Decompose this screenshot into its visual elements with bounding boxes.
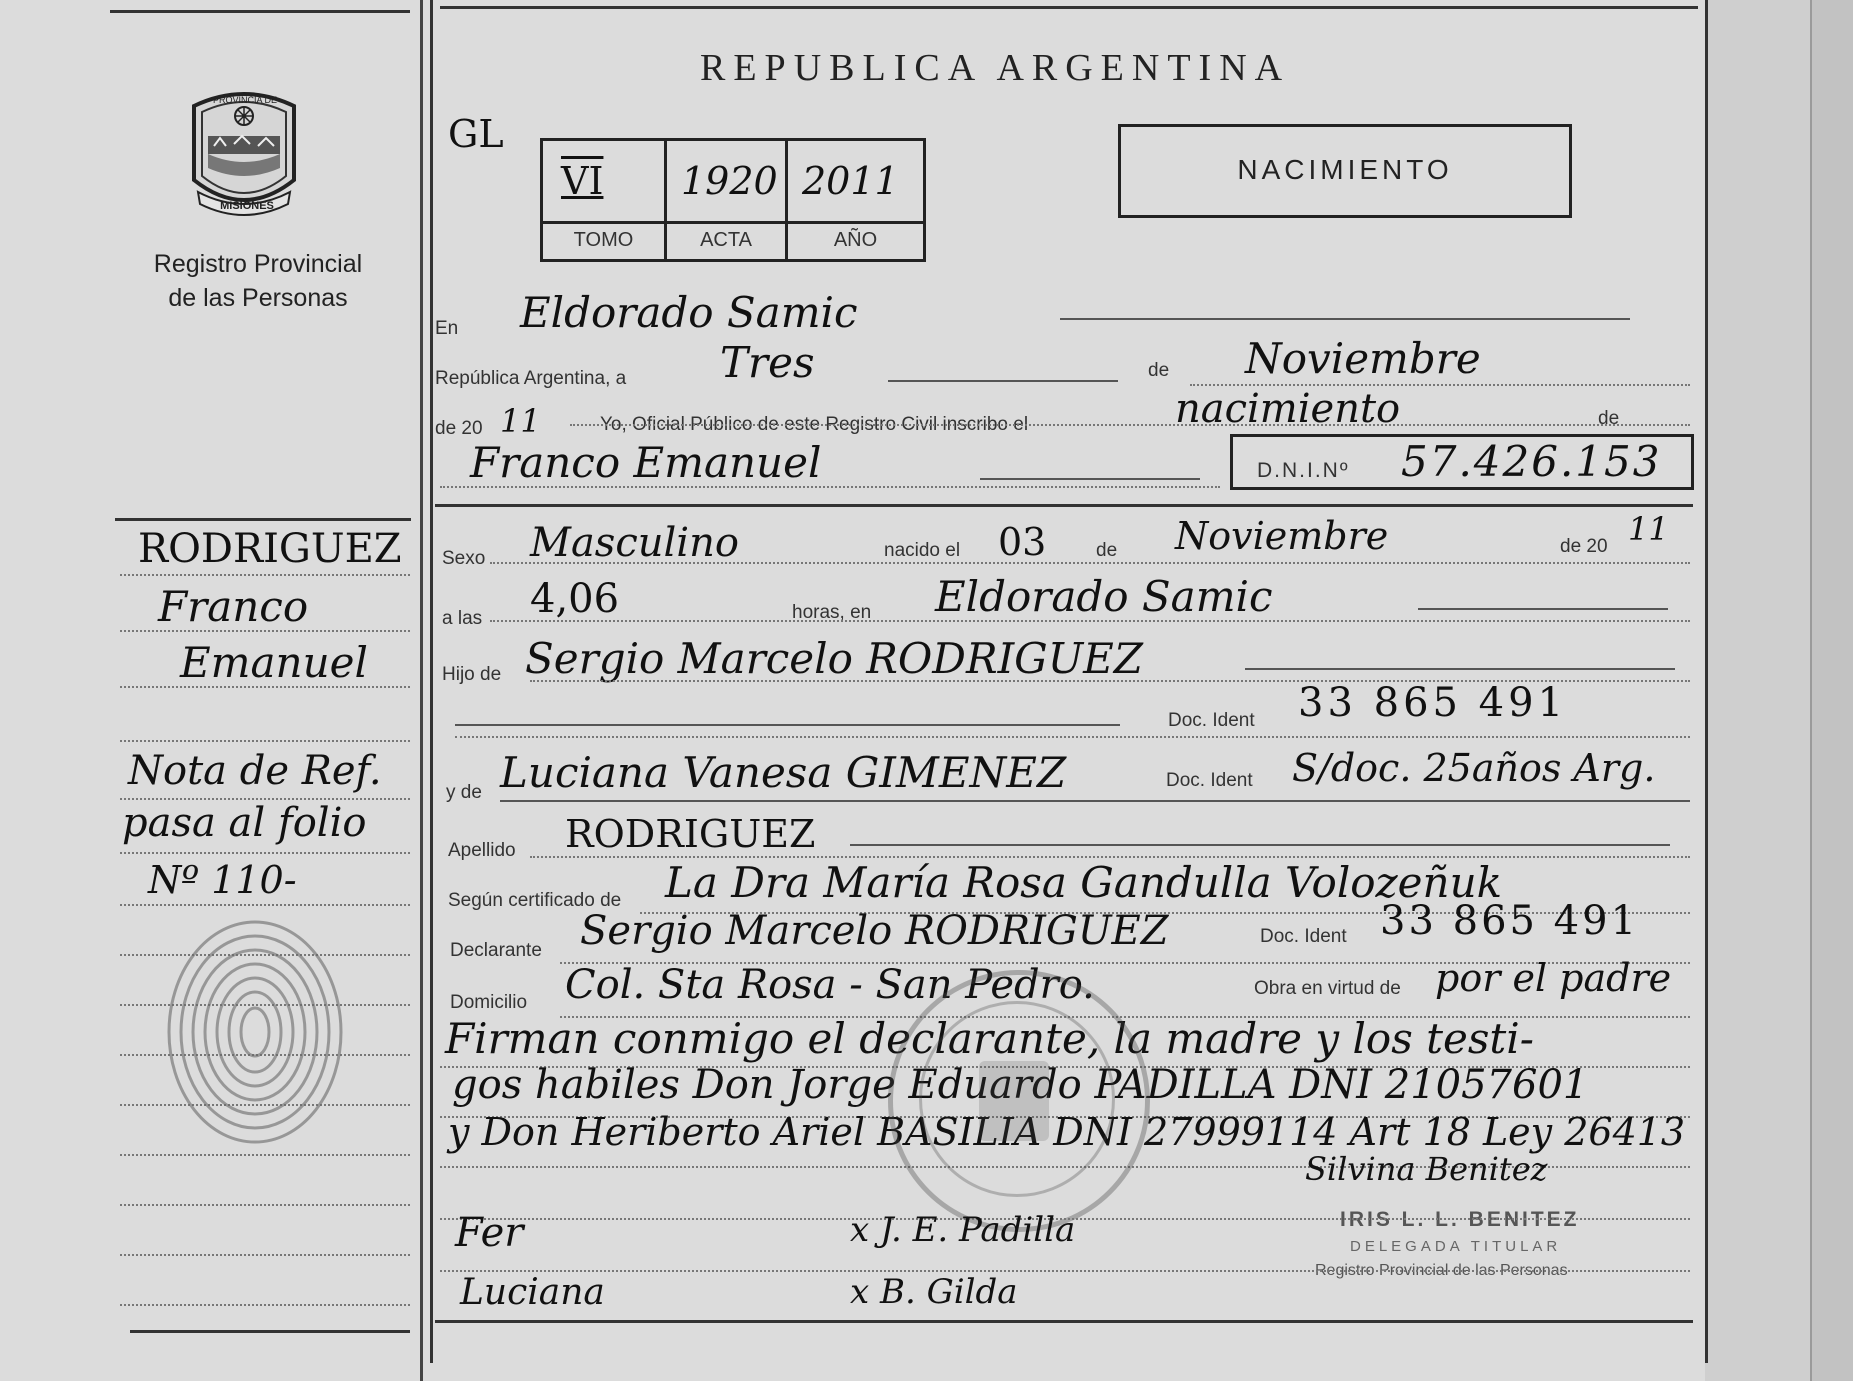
nacido-dia: 03 — [998, 520, 1047, 564]
page-edge-shadow — [1810, 0, 1853, 1381]
institution-line2: de las Personas — [168, 284, 348, 312]
padre-value: Sergio Marcelo RODRIGUEZ — [525, 634, 1143, 683]
madre-value: Luciana Vanesa GIMENEZ — [500, 748, 1067, 797]
texto-line2: gos habiles Don Jorge Eduardo PADILLA DNI 21057601 — [452, 1062, 1589, 1108]
acta-value: 1920 — [681, 159, 778, 203]
anio-inscripcion: 11 — [500, 402, 541, 440]
dni-value: 57.426.153 — [1401, 437, 1662, 486]
dni-box — [1230, 434, 1694, 490]
anio-label: AÑO — [833, 229, 878, 251]
de-label3: de — [1096, 540, 1118, 561]
yde-label: y de — [446, 782, 482, 803]
nacido-label: nacido el — [884, 540, 961, 561]
emblem-text-top: PROVINCIA DE — [212, 95, 277, 105]
doc-label2: Doc. Ident — [1166, 770, 1253, 791]
padre-doc: 33 865 491 — [1298, 680, 1568, 726]
emblem-text-bottom: MISIONES — [220, 200, 274, 212]
acta-label: ACTA — [700, 229, 752, 251]
en-value: Eldorado Samic — [520, 288, 858, 337]
segun-label: Según certificado de — [448, 890, 622, 911]
country-title: REPUBLICA ARGENTINA — [700, 47, 1291, 89]
en-label: En — [435, 318, 459, 339]
stamp-institution: Registro Provincial de las Personas — [1315, 1262, 1568, 1279]
mes-value: Noviembre — [1245, 334, 1481, 383]
top-rule-left — [110, 10, 410, 13]
column-divider — [420, 0, 423, 1381]
tomo-value: VI — [561, 159, 604, 203]
madre-doc: S/doc. 25años Arg. — [1292, 746, 1656, 790]
signature-1: Fer — [455, 1210, 524, 1256]
anio-value: 2011 — [802, 159, 899, 203]
doc-label3: Doc. Ident — [1260, 926, 1347, 947]
margin-note-line2: pasa al folio — [122, 800, 367, 846]
domicilio-label: Domicilio — [450, 992, 528, 1013]
gl-mark: GL — [448, 112, 504, 156]
stamp-name: IRIS L. L. BENITEZ — [1340, 1208, 1580, 1231]
official-seal — [888, 970, 1150, 1232]
declarante-value: Sergio Marcelo RODRIGUEZ — [580, 908, 1169, 954]
republica-label: República Argentina, a — [435, 368, 627, 389]
signature-3: x J. E. Padilla — [850, 1210, 1076, 1250]
apellido-value: RODRIGUEZ — [565, 812, 816, 856]
de-label: de — [1148, 360, 1170, 381]
texto-line1: Firman conmigo el declarante, la madre y los testi- — [445, 1014, 1534, 1063]
de20-label2: de 20 — [1560, 536, 1608, 557]
de-label2: de — [1598, 408, 1620, 429]
acta-cell — [667, 141, 788, 259]
domicilio-value: Col. Sta Rosa - San Pedro. — [565, 962, 1095, 1008]
margin-note-line1: Nota de Ref. — [128, 748, 382, 794]
nacido-anio: 11 — [1628, 510, 1669, 548]
apellido-label: Apellido — [448, 840, 516, 861]
official-signature: Silvina Benitez — [1305, 1150, 1548, 1188]
anio-cell — [788, 141, 923, 259]
texto-line3: y Don Heriberto Ariel BASILIA DNI 27999114 Art 18 Ley 26413 — [448, 1110, 1686, 1154]
inscribo-value: nacimiento — [1175, 386, 1401, 432]
registry-box — [540, 138, 926, 262]
fingerprint — [160, 912, 350, 1152]
nacido-mes: Noviembre — [1175, 514, 1389, 558]
record-type: NACIMIENTO — [1237, 154, 1453, 185]
sexo-label: Sexo — [442, 548, 486, 569]
dia-value: Tres — [720, 338, 815, 387]
signature-4: x B. Gilda — [850, 1272, 1018, 1312]
alas-label: a las — [442, 608, 483, 629]
lugar-value: Eldorado Samic — [935, 572, 1273, 621]
tomo-label: TOMO — [573, 229, 634, 251]
declarante-label: Declarante — [450, 940, 542, 961]
certificado-value: La Dra María Rosa Gandulla Volozeñuk — [665, 858, 1503, 907]
margin-second-name: Emanuel — [180, 638, 368, 687]
declarante-doc: 33 865 491 — [1380, 898, 1640, 944]
sexo-value: Masculino — [530, 520, 739, 566]
horas-label: horas, en — [792, 602, 872, 623]
dni-label: D.N.I.Nº — [1257, 459, 1350, 482]
institution-line1: Registro Provincial — [153, 250, 363, 278]
yo-label: Yo, Oficial Público de este Registro Civil inscribo el — [600, 414, 1029, 435]
obra-label: Obra en virtud de — [1254, 978, 1401, 999]
hijo-label: Hijo de — [442, 664, 502, 685]
doc-label1: Doc. Ident — [1168, 710, 1255, 731]
signature-2: Luciana — [460, 1272, 605, 1313]
nombre-value: Franco Emanuel — [470, 438, 822, 487]
hora-value: 4,06 — [530, 576, 620, 622]
stamp-title: DELEGADA TITULAR — [1350, 1238, 1562, 1255]
tomo-cell — [543, 141, 667, 259]
de20-label: de 20 — [435, 418, 483, 439]
margin-note-line3: Nº 110- — [148, 858, 297, 902]
record-type-box — [1118, 124, 1572, 218]
margin-surname: RODRIGUEZ — [138, 526, 402, 572]
margin-first-name: Franco — [158, 582, 309, 631]
obra-value: por el padre — [1435, 956, 1672, 1000]
